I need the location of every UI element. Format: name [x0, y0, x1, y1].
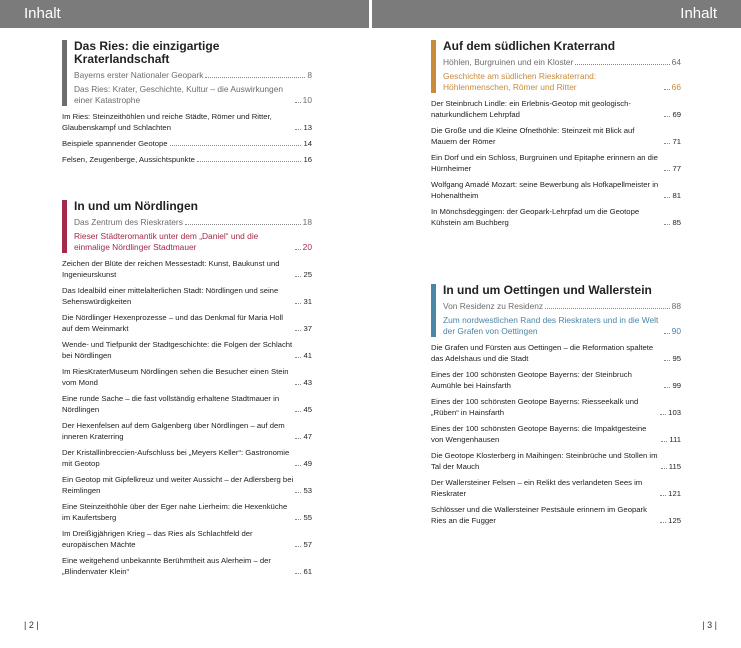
toc-entry-page: 85	[672, 218, 681, 227]
toc-entry-text: Zeichen der Blüte der reichen Messestadt: Kunst, Baukunst und Ingenieurskunst	[62, 259, 280, 279]
toc-entry-page: 37	[303, 324, 312, 333]
subsection-link[interactable]	[74, 70, 312, 81]
dot-leader	[295, 249, 301, 250]
dot-leader	[664, 116, 670, 117]
toc-entry-page: 53	[303, 486, 312, 495]
toc-entry[interactable]	[431, 450, 681, 472]
toc-entry-page: 95	[672, 354, 681, 363]
dot-leader	[295, 276, 301, 277]
subsection-link[interactable]	[74, 84, 312, 106]
subsection-link-text: Bayerns erster Nationaler Geopark	[74, 70, 204, 80]
dot-leader	[660, 495, 666, 496]
page-number-right: | 3 |	[702, 620, 717, 630]
toc-entry-text: Die Grafen und Fürsten aus Oettingen – die Reformation spaltete das Adelshaus und die Stadt	[431, 343, 654, 363]
subsection-link-page: 8	[307, 70, 312, 80]
toc-entry[interactable]	[431, 152, 681, 174]
dot-leader	[660, 522, 666, 523]
section-color-bar	[62, 200, 67, 253]
toc-entry[interactable]	[431, 206, 681, 228]
toc-entry-page: 61	[303, 567, 312, 576]
toc-entry-page: 14	[303, 139, 312, 148]
page-number-left: | 2 |	[24, 620, 39, 630]
toc-entry[interactable]	[431, 342, 681, 364]
toc-entry[interactable]	[62, 366, 312, 388]
dot-leader	[197, 161, 302, 162]
toc-entry-text: Der Kristallinbreccien-Aufschluss bei „Meyers Keller“: Gastronomie mit Geotop	[62, 448, 290, 468]
section-header	[62, 40, 312, 106]
subsection-link-text: Geschichte am südlichen Rieskraterrand: Höhlenmenschen, Römer und Ritter	[443, 71, 597, 92]
toc-entry[interactable]	[431, 477, 681, 499]
dot-leader	[664, 143, 670, 144]
subsection-link-text: Das Ries: Krater, Geschichte, Kultur – die Auswirkungen einer Katastrophe	[74, 84, 284, 105]
header-title-right: Inhalt	[680, 5, 717, 22]
toc-entry-text: Die Geotope Klosterberg in Maihingen: Steinbrüche und Stollen im Tal der Mauch	[431, 451, 658, 471]
toc-entry-page: 16	[303, 155, 312, 164]
toc-entry[interactable]	[62, 393, 312, 415]
toc-entry[interactable]	[431, 396, 681, 418]
dot-leader	[664, 197, 670, 198]
toc-entry[interactable]	[62, 339, 312, 361]
toc-section	[431, 40, 681, 228]
dot-leader	[664, 333, 670, 334]
toc-entry-text: Eines der 100 schönsten Geotope Bayerns: der Steinbruch Aumühle bei Hainsfarth	[431, 370, 632, 390]
toc-entry-page: 13	[303, 123, 312, 132]
section-header	[62, 200, 312, 253]
dot-leader	[661, 441, 667, 442]
dot-leader	[295, 465, 301, 466]
subsection-link-page: 64	[671, 57, 681, 67]
subsection-link-page: 90	[671, 326, 681, 336]
toc-entry-text: Im RiesKraterMuseum Nördlingen sehen die Besucher einen Stein vom Mond	[62, 367, 289, 387]
toc-entry-page: 43	[303, 378, 312, 387]
toc-entry-text: Ein Dorf und ein Schloss, Burgruinen und Epitaphe erinnern an die Hürnheimer	[431, 153, 658, 173]
subsection-link[interactable]	[443, 315, 681, 337]
toc-entry-page: 81	[672, 191, 681, 200]
toc-entry-page: 121	[668, 489, 681, 498]
dot-leader	[295, 357, 301, 358]
toc-entry[interactable]	[62, 528, 312, 550]
toc-entry-text: Wolfgang Amadé Mozart: seine Bewerbung als Hofkapellmeister in Hohenaltheim	[431, 180, 659, 200]
toc-entry-text: Eine runde Sache – die fast vollständig erhaltene Stadtmauer in Nördlingen	[62, 394, 280, 414]
toc-entry[interactable]	[431, 423, 681, 445]
dot-leader	[664, 224, 670, 225]
subsection-link-page: 20	[302, 242, 312, 252]
toc-entry[interactable]	[62, 420, 312, 442]
toc-entry-text: Die Nördlinger Hexenprozesse – und das Denkmal für Maria Holl auf dem Weinmarkt	[62, 313, 283, 333]
header-title-left: Inhalt	[24, 5, 61, 22]
toc-entry[interactable]	[431, 125, 681, 147]
dot-leader	[664, 170, 670, 171]
toc-entry-text: Der Steinbruch Lindle: ein Erlebnis-Geotop mit geologisch-naturkundlichem Lehrpfad	[431, 99, 631, 119]
toc-entry-text: Der Hexenfelsen auf dem Galgenberg über Nördlingen – auf dem inneren Kraterring	[62, 421, 285, 441]
toc-entry-page: 115	[668, 462, 681, 471]
section-color-bar	[431, 40, 436, 93]
header-bar-right	[372, 0, 741, 28]
toc-entry[interactable]	[62, 447, 312, 469]
dot-leader	[295, 384, 301, 385]
subsection-link-page: 88	[671, 301, 681, 311]
toc-entry-text: In Mönchsdeggingen: der Geopark-Lehrpfad um die Geotope Kühstein am Buchberg	[431, 207, 640, 227]
toc-entry-page: 41	[303, 351, 312, 360]
subsection-link-text: Rieser Städteromantik unter dem „Daniel“ und die einmalige Nördlinger Stadtmauer	[74, 231, 259, 252]
toc-entry-text: Eine weitgehend unbekannte Berühmtheit aus Alerheim – der „Blindenvater Klein“	[62, 556, 271, 576]
toc-entry[interactable]	[62, 285, 312, 307]
dot-leader	[295, 129, 301, 130]
dot-leader	[170, 145, 302, 146]
toc-entry-text: Beispiele spannender Geotope	[62, 139, 168, 148]
dot-leader	[185, 224, 301, 225]
toc-entry-page: 49	[303, 459, 312, 468]
dot-leader	[295, 546, 301, 547]
dot-leader	[661, 468, 667, 469]
subsection-link[interactable]	[443, 301, 681, 312]
toc-entry[interactable]	[62, 111, 312, 133]
toc-entry-page: 25	[303, 270, 312, 279]
toc-entry-page: 111	[669, 435, 681, 444]
dot-leader	[545, 308, 670, 309]
section-title: In und um Nördlingen	[74, 199, 198, 213]
dot-leader	[295, 573, 301, 574]
toc-entry-text: Der Wallersteiner Felsen – ein Relikt des verlandeten Sees im Rieskrater	[431, 478, 643, 498]
dot-leader	[575, 64, 669, 65]
toc-entry-page: 77	[672, 164, 681, 173]
subsection-link-text: Zum nordwestlichen Rand des Rieskraters und in die Welt der Grafen von Oettingen	[443, 315, 659, 336]
toc-entry-page: 103	[668, 408, 681, 417]
toc-entry-text: Die Große und die Kleine Ofnethöhle: Steinzeit mit Blick auf Mauern der Römer	[431, 126, 635, 146]
toc-entry-text: Felsen, Zeugenberge, Aussichtspunkte	[62, 155, 195, 164]
dot-leader	[295, 519, 301, 520]
toc-entry-text: Schlösser und die Wallersteiner Pestsäule erinnern im Geopark Ries an die Fugger	[431, 505, 647, 525]
toc-entry-page: 57	[303, 540, 312, 549]
section-header	[431, 284, 681, 337]
subsection-link-text: Von Residenz zu Residenz	[443, 301, 544, 311]
dot-leader	[295, 330, 301, 331]
toc-section	[431, 284, 681, 526]
toc-entry[interactable]	[62, 501, 312, 523]
toc-entry-text: Im Ries: Steinzeithöhlen und reiche Städte, Römer und Ritter, Glaubenskampf und Schlachten	[62, 112, 272, 132]
toc-entry-page: 71	[672, 137, 681, 146]
toc-entry-page: 31	[303, 297, 312, 306]
toc-entry-page: 55	[303, 513, 312, 522]
toc-entry-page: 69	[672, 110, 681, 119]
toc-entry-page: 45	[303, 405, 312, 414]
dot-leader	[664, 360, 670, 361]
section-color-bar	[62, 40, 67, 106]
toc-entry-text: Das Idealbild einer mittelalterlichen Stadt: Nördlingen und seine Sehenswürdigkeiten	[62, 286, 279, 306]
dot-leader	[295, 411, 301, 412]
toc-entry-text: Eines der 100 schönsten Geotope Bayerns: Riesseekalk und „Rüben“ in Hainsfarth	[431, 397, 639, 417]
toc-entry[interactable]	[431, 179, 681, 201]
section-color-bar	[431, 284, 436, 337]
toc-entry-page: 125	[668, 516, 681, 525]
toc-entry[interactable]	[431, 98, 681, 120]
dot-leader	[660, 414, 666, 415]
toc-entry[interactable]	[62, 555, 312, 577]
toc-entry[interactable]	[62, 258, 312, 280]
subsection-link-page: 18	[302, 217, 312, 227]
toc-entry-text: Eine Steinzeithöhle über der Eger nahe Lierheim: die Hexenküche im Kaufertsberg	[62, 502, 288, 522]
toc-entry[interactable]	[431, 504, 681, 526]
section-title: Das Ries: die einzigartige Kraterlandschaft	[74, 39, 220, 66]
dot-leader	[664, 89, 670, 90]
header-bar-left	[0, 0, 369, 28]
subsection-link[interactable]	[443, 57, 681, 68]
subsection-link[interactable]	[74, 231, 312, 253]
toc-section	[62, 200, 312, 577]
subsection-link-text: Das Zentrum des Rieskraters	[74, 217, 183, 227]
section-header	[431, 40, 681, 93]
toc-entry[interactable]	[431, 369, 681, 391]
subsection-link-text: Höhlen, Burgruinen und ein Kloster	[443, 57, 574, 67]
section-title: Auf dem südlichen Kraterrand	[443, 39, 616, 53]
toc-entry-text: Ein Geotop mit Gipfelkreuz und weiter Aussicht – der Adlersberg bei Reimlingen	[62, 475, 294, 495]
toc-entry[interactable]	[62, 474, 312, 496]
toc-section	[62, 40, 312, 165]
toc-entry-page: 99	[672, 381, 681, 390]
section-title: In und um Oettingen und Wallerstein	[443, 283, 652, 297]
subsection-link[interactable]	[74, 217, 312, 228]
toc-entry[interactable]	[62, 312, 312, 334]
toc-entry[interactable]	[62, 154, 312, 165]
toc-entry-page: 47	[303, 432, 312, 441]
subsection-link-page: 66	[671, 82, 681, 92]
dot-leader	[664, 387, 670, 388]
toc-entry-text: Wende- und Tiefpunkt der Stadtgeschichte: die Folgen der Schlacht bei Nördlingen	[62, 340, 293, 360]
dot-leader	[205, 77, 305, 78]
dot-leader	[295, 438, 301, 439]
subsection-link[interactable]	[443, 71, 681, 93]
toc-entry-text: Im Dreißigjährigen Krieg – das Ries als Schlachtfeld der europäischen Mächte	[62, 529, 253, 549]
subsection-link-page: 10	[302, 95, 312, 105]
toc-entry-text: Eines der 100 schönsten Geotope Bayerns: die Impaktgesteine von Wengenhausen	[431, 424, 647, 444]
dot-leader	[295, 492, 301, 493]
toc-entry[interactable]	[62, 138, 312, 149]
dot-leader	[295, 102, 301, 103]
dot-leader	[295, 303, 301, 304]
